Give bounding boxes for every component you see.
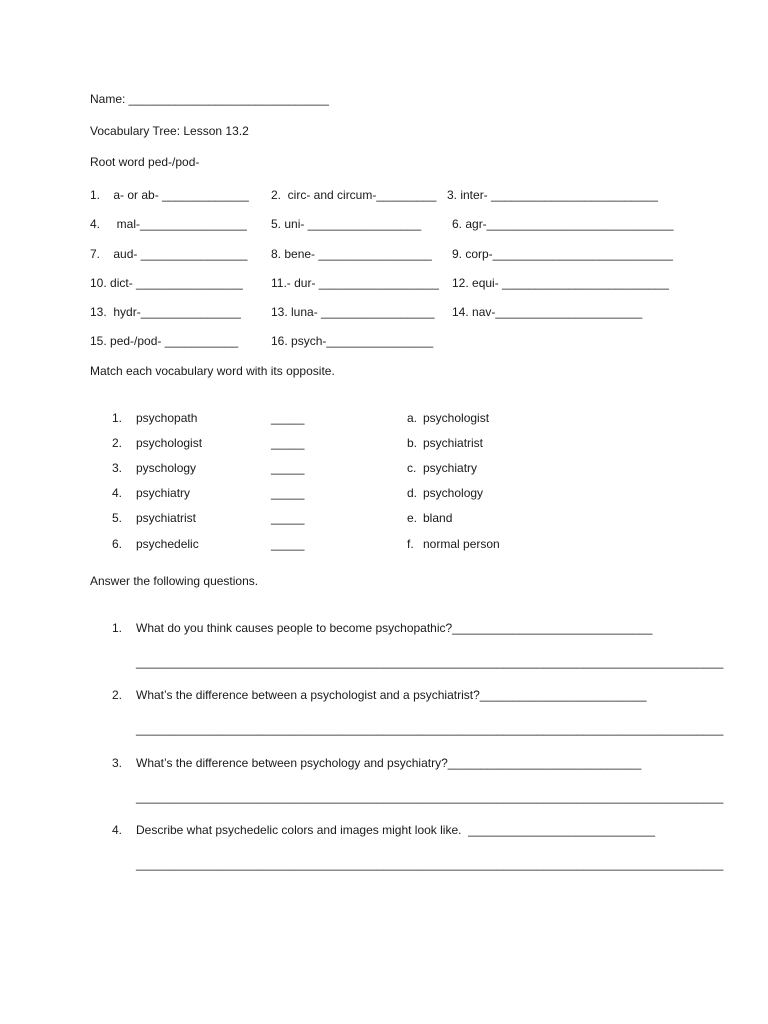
root-item[interactable]: 9. corp-___________________________ [452,247,673,261]
root-item[interactable]: 2. circ- and circum-_________ [271,188,437,202]
root-item[interactable]: 4. mal-________________ [90,217,247,231]
lesson-title: Vocabulary Tree: Lesson 13.2 [90,124,249,138]
matching-instruction: Match each vocabulary word with its opposite. [90,364,335,378]
option-letter: f. [407,537,414,551]
answer-line[interactable]: ________________________________________________________________________________________ [136,790,724,804]
option-letter: d. [407,486,418,500]
match-number: 4. [112,486,123,500]
match-number: 6. [112,537,123,551]
match-answer-blank[interactable]: _____ [271,436,305,450]
root-item[interactable]: 12. equi- _________________________ [452,276,669,290]
match-number: 2. [112,436,123,450]
option-letter: e. [407,511,418,525]
match-word: psychologist [136,436,203,450]
option-letter: b. [407,436,418,450]
match-answer-blank[interactable]: _____ [271,411,305,425]
option-text: normal person [423,537,500,551]
match-answer-blank[interactable]: _____ [271,486,305,500]
option-text: bland [423,511,453,525]
match-answer-blank[interactable]: _____ [271,537,305,551]
root-item[interactable]: 3. inter- _________________________ [447,188,658,202]
match-word: pyschology [136,461,197,475]
match-word: psychiatrist [136,511,197,525]
root-item[interactable]: 13. hydr-_______________ [90,305,241,319]
answer-line[interactable]: ________________________________________________________________________________________ [136,655,724,669]
match-word: psychiatry [136,486,191,500]
root-item[interactable]: 1. a- or ab- _____________ [90,188,249,202]
question-text[interactable]: What’s the difference between a psychologist and a psychiatrist?_________________________ [136,688,647,702]
root-item[interactable]: 8. bene- _________________ [271,247,432,261]
question-number: 4. [112,823,123,837]
match-word: psychopath [136,411,198,425]
match-answer-blank[interactable]: _____ [271,511,305,525]
answer-line[interactable]: ________________________________________________________________________________________ [136,857,724,871]
option-letter: c. [407,461,417,475]
option-text: psychologist [423,411,490,425]
question-text[interactable]: What’s the difference between psychology and psychiatry?_____________________________ [136,756,642,770]
option-letter: a. [407,411,418,425]
root-item[interactable]: 15. ped-/pod- ___________ [90,334,239,348]
question-number: 1. [112,621,123,635]
question-number: 2. [112,688,123,702]
question-text[interactable]: What do you think causes people to become psychopathic?______________________________ [136,621,653,635]
option-text: psychology [423,486,484,500]
option-text: psychiatrist [423,436,484,450]
root-item[interactable]: 11.- dur- __________________ [271,276,439,290]
question-number: 3. [112,756,123,770]
match-number: 3. [112,461,123,475]
root-item[interactable]: 16. psych-________________ [271,334,434,348]
root-item[interactable]: 7. aud- ________________ [90,247,248,261]
match-number: 5. [112,511,123,525]
root-item[interactable]: 14. nav-______________________ [452,305,643,319]
match-number: 1. [112,411,123,425]
name-field-line[interactable]: Name: ______________________________ [90,92,329,106]
match-word: psychedelic [136,537,199,551]
match-answer-blank[interactable]: _____ [271,461,305,475]
root-item[interactable]: 10. dict- ________________ [90,276,243,290]
option-text: psychiatry [423,461,478,475]
root-item[interactable]: 13. luna- _________________ [271,305,435,319]
root-item[interactable]: 5. uni- _________________ [271,217,422,231]
question-text[interactable]: Describe what psychedelic colors and images might look like. ____________________________ [136,823,656,837]
questions-instruction: Answer the following questions. [90,574,259,588]
root-word-heading: Root word ped-/pod- [90,155,200,169]
answer-line[interactable]: ________________________________________________________________________________________ [136,722,724,736]
root-item[interactable]: 6. agr-____________________________ [452,217,674,231]
